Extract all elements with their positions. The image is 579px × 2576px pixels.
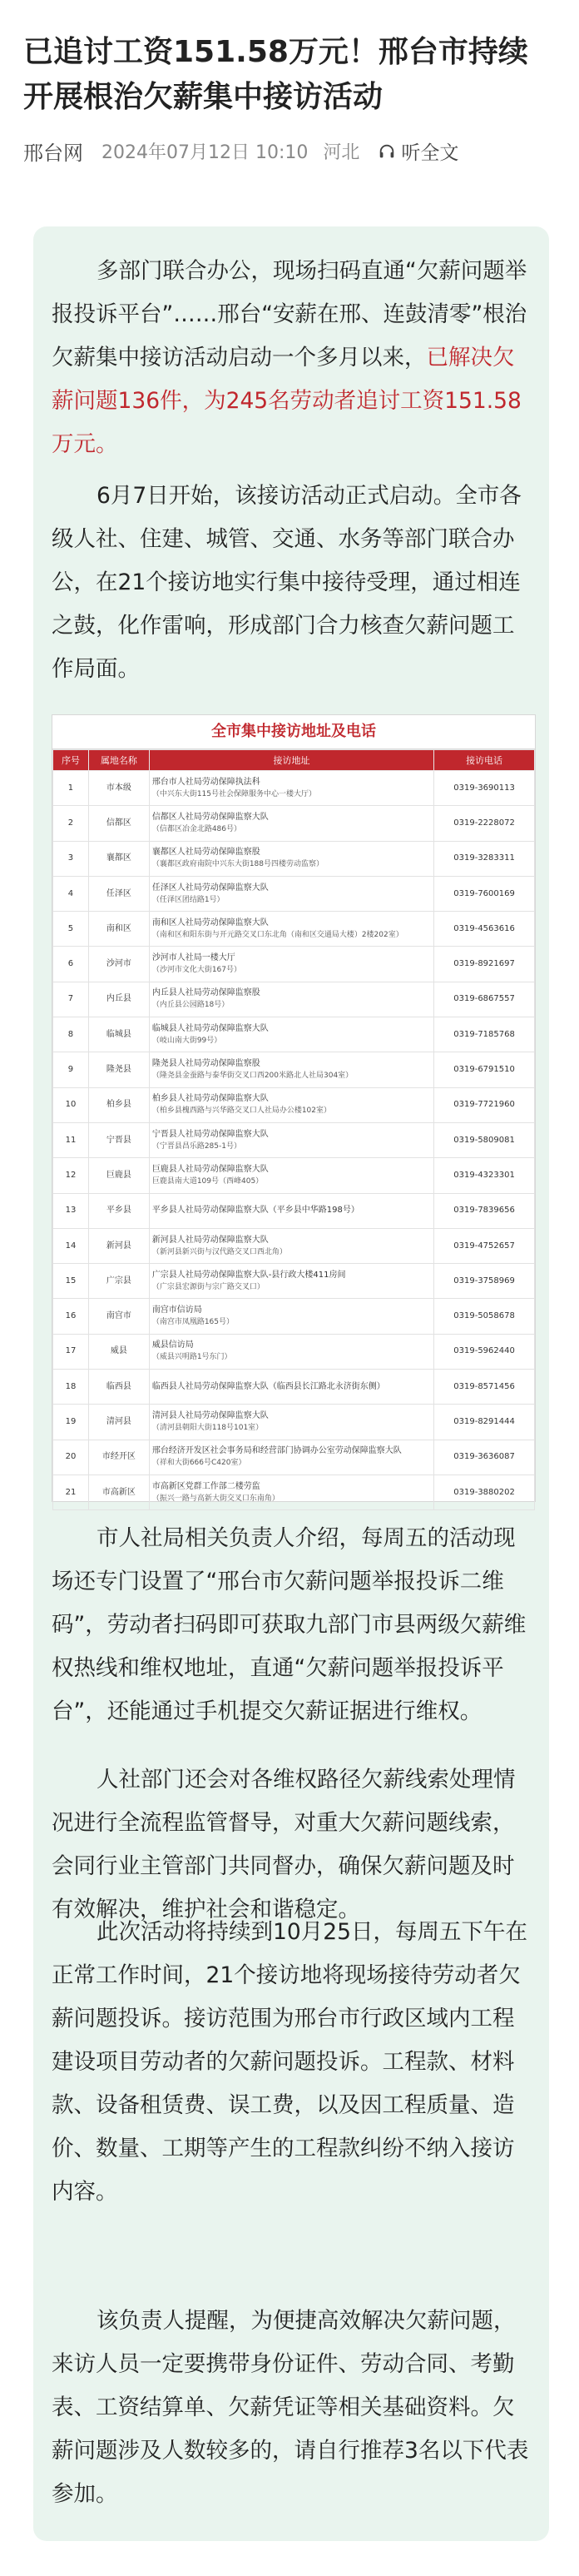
- table-row: [53, 1122, 535, 1157]
- address-detail: （任泽区团结路1号）: [151, 895, 225, 904]
- cell-address: [149, 1228, 433, 1263]
- cell-no: 2: [53, 806, 89, 841]
- address-line: 邢台市人社局劳动保障执法科: [151, 777, 260, 787]
- paragraph-1-highlight: 已解决欠薪问题136件，为245名劳动者追讨工资151.58万元。: [52, 345, 522, 457]
- paragraph-4: 人社部门还会对各维权路径欠薪线索处理情况进行全流程监管督导，对重大欠薪问题线索，会同行业主管部门共同督办，确保欠薪问题及时有效解决，维护社会和谐稳定。: [52, 1767, 516, 1922]
- address-line: 平乡县人社局劳动保障监察大队（平乡县中华路198号）: [151, 1206, 359, 1216]
- address-line: 信都区人社局劳动保障监察大队: [151, 812, 269, 822]
- cell-phone: 0319-8571456: [434, 1370, 535, 1405]
- address-detail: （威县兴明路1号东门）: [151, 1353, 232, 1362]
- listen-label: 听全文: [401, 142, 459, 164]
- cell-phone: 0319-7185768: [434, 1017, 535, 1052]
- cell-address: [149, 1334, 433, 1369]
- listen-button[interactable]: [378, 137, 458, 165]
- address-detail: （振兴一路与高新大街交叉口东南角）: [151, 1494, 280, 1503]
- page-title: 已追讨工资151.58万元！邢台市持续开展根治欠薪集中接访活动: [23, 35, 528, 114]
- cell-area: 临城县: [88, 1017, 149, 1052]
- cell-no: 6: [53, 947, 89, 982]
- cell-area: 市本级: [88, 771, 149, 806]
- cell-no: 15: [53, 1264, 89, 1299]
- address-detail: （岐山南大街99号）: [151, 1036, 222, 1045]
- table-row: [53, 982, 535, 1017]
- header-no: 序号: [53, 750, 89, 771]
- cell-area: 市经开区: [88, 1440, 149, 1474]
- cell-area: 柏乡县: [88, 1087, 149, 1122]
- table-row: [53, 876, 535, 911]
- address-detail: （祥和大街666号C420室）: [151, 1459, 246, 1468]
- table-row: [53, 841, 535, 876]
- table-row: [53, 912, 535, 947]
- cell-no: 16: [53, 1299, 89, 1334]
- paragraph-2: 6月7日开始，该接访活动正式启动。全市各级人社、住建、城管、交通、水务等部门联合办公，在21个接访地实行集中接待受理，通过相连之鼓，化作雷响，形成部门合力核查欠薪问题工作局面。: [52, 483, 522, 682]
- table-row: [53, 1299, 535, 1334]
- address-detail: 巨鹿县南大道109号（西峰405）: [151, 1176, 264, 1186]
- publish-time: 2024年07月12日 10:10: [101, 142, 309, 163]
- address-detail: （清河县朝阳大街118号101室）: [151, 1423, 264, 1432]
- cell-no: 12: [53, 1158, 89, 1193]
- article-title: [0, 0, 579, 120]
- address-detail: （南和区和阳东街与开元路交叉口东北角（南和区交通局大楼）2楼202室）: [151, 930, 403, 939]
- address-detail: （信都区冶金北路486号）: [151, 824, 241, 833]
- address-line: 隆尧县人社局劳动保障监察股: [151, 1059, 260, 1069]
- cell-phone: 0319-3758969: [434, 1264, 535, 1299]
- cell-phone: 0319-3283311: [434, 841, 535, 876]
- table-row: [53, 1405, 535, 1440]
- cell-address: [149, 1193, 433, 1228]
- cell-area: 南和区: [88, 912, 149, 947]
- cell-area: 市高新区: [88, 1474, 149, 1509]
- cell-phone: 0319-8921697: [434, 947, 535, 982]
- cell-no: 20: [53, 1440, 89, 1474]
- paragraph-6: 该负责人提醒，为便捷高效解决欠薪问题，来访人员一定要携带身份证件、劳动合同、考勤表、工资结算单、欠薪凭证等相关基础资料。欠薪问题涉及人数较多的，请自行推荐3名以下代表参加。: [52, 2308, 529, 2507]
- contact-table: [52, 749, 535, 1510]
- address-detail: （中兴东大街115号社会保障服务中心一楼大厅）: [151, 789, 316, 798]
- cell-address: [149, 912, 433, 947]
- address-line: 南和区人社局劳动保障监察大队: [151, 918, 269, 927]
- address-line: 威县信访局: [151, 1340, 194, 1350]
- cell-area: 巨鹿县: [88, 1158, 149, 1193]
- cell-phone: 0319-6791510: [434, 1052, 535, 1087]
- address-line: 南宫市信访局: [151, 1305, 202, 1315]
- cell-no: 4: [53, 876, 89, 911]
- table-row: [53, 771, 535, 806]
- address-line: 临西县人社局劳动保障监察大队（临西县长江路北永济街东侧）: [151, 1381, 385, 1391]
- cell-area: 威县: [88, 1334, 149, 1369]
- cell-address: [149, 1474, 433, 1509]
- address-line: 巨鹿县人社局劳动保障监察大队: [151, 1164, 269, 1174]
- cell-no: 1: [53, 771, 89, 806]
- source-name[interactable]: 邢台网: [23, 142, 83, 165]
- header-phone: 接访电话: [434, 750, 535, 771]
- cell-no: 8: [53, 1017, 89, 1052]
- cell-no: 19: [53, 1405, 89, 1440]
- cell-address: [149, 876, 433, 911]
- address-line: 邢台经济开发区社会事务局和经营部门协调办公室劳动保障监察大队: [151, 1446, 402, 1456]
- table-row: [53, 947, 535, 982]
- header-address: 接访地址: [149, 750, 433, 771]
- cell-area: 新河县: [88, 1228, 149, 1263]
- cell-address: [149, 1264, 433, 1299]
- headphones-icon: [378, 142, 396, 161]
- table-row: [53, 1264, 535, 1299]
- address-line: 市高新区党群工作部二楼劳监: [151, 1481, 260, 1491]
- cell-address: [149, 982, 433, 1017]
- address-line: 任泽区人社局劳动保障监察大队: [151, 883, 269, 893]
- address-line: 新河县人社局劳动保障监察大队: [151, 1235, 269, 1245]
- cell-area: 平乡县: [88, 1193, 149, 1228]
- cell-no: 17: [53, 1334, 89, 1369]
- address-detail: （南宫市凤凰路165号）: [151, 1318, 234, 1327]
- address-detail: （新河县新兴街与汉代路交叉口西北角）: [151, 1247, 287, 1256]
- cell-no: 13: [53, 1193, 89, 1228]
- table-row: [53, 1370, 535, 1405]
- article-meta: [0, 120, 579, 166]
- address-line: 清河县人社局劳动保障监察大队: [151, 1410, 269, 1420]
- cell-area: 广宗县: [88, 1264, 149, 1299]
- address-line: 沙河市人社局一楼大厅: [151, 953, 235, 963]
- cell-phone: 0319-5809081: [434, 1122, 535, 1157]
- cell-address: [149, 1087, 433, 1122]
- address-line: 襄都区人社局劳动保障监察股: [151, 848, 260, 858]
- address-detail: （广宗县宏源街与宗广路交叉口）: [151, 1282, 265, 1291]
- cell-address: [149, 771, 433, 806]
- cell-area: 南宫市: [88, 1299, 149, 1334]
- table-header-row: [53, 750, 535, 771]
- address-line: 宁晋县人社局劳动保障监察大队: [151, 1129, 269, 1139]
- table-row: [53, 1087, 535, 1122]
- paragraph-1: [52, 250, 534, 466]
- cell-no: 3: [53, 841, 89, 876]
- table-row: [53, 1193, 535, 1228]
- cell-address: [149, 1122, 433, 1157]
- cell-phone: 0319-5962440: [434, 1334, 535, 1369]
- address-detail: （宁晋县昌乐路285-1号）: [151, 1141, 241, 1151]
- cell-area: 隆尧县: [88, 1052, 149, 1087]
- region-label: 河北: [323, 142, 360, 163]
- address-detail: （襄都区政府南院中兴东大街188号四楼劳动监察）: [151, 860, 324, 869]
- cell-no: 9: [53, 1052, 89, 1087]
- cell-address: [149, 1370, 433, 1405]
- cell-no: 14: [53, 1228, 89, 1263]
- cell-phone: 0319-7600169: [434, 876, 535, 911]
- cell-area: 内丘县: [88, 982, 149, 1017]
- cell-address: [149, 1440, 433, 1474]
- cell-phone: 0319-5058678: [434, 1299, 535, 1334]
- address-line: 内丘县人社局劳动保障监察股: [151, 988, 260, 998]
- cell-address: [149, 841, 433, 876]
- cell-no: 7: [53, 982, 89, 1017]
- cell-no: 10: [53, 1087, 89, 1122]
- cell-address: [149, 1017, 433, 1052]
- cell-no: 11: [53, 1122, 89, 1157]
- cell-area: 宁晋县: [88, 1122, 149, 1157]
- cell-address: [149, 1299, 433, 1334]
- cell-area: 信都区: [88, 806, 149, 841]
- cell-no: 21: [53, 1474, 89, 1509]
- cell-area: 任泽区: [88, 876, 149, 911]
- paragraph-1-text: 多部门联合办公，现场扫码直通“欠薪问题举报投诉平台”……邢台“安薪在邢、连鼓清零”根治欠薪集中接访活动启动一个多月以来，: [52, 258, 527, 370]
- address-line: 广宗县人社局劳动保障监察大队-县行政大楼411房间: [151, 1270, 346, 1280]
- table-row: [53, 1158, 535, 1193]
- paragraph-3: 市人社局相关负责人介绍，每周五的活动现场还专门设置了“邢台市欠薪问题举报投诉二维码”，劳动者扫码即可获取九部门市县两级欠薪维权热线和维权地址，直通“欠薪问题举报投诉平台”，还能通过手机提交欠薪证据进行维权。: [52, 1525, 527, 1724]
- header-area: 属地名称: [88, 750, 149, 771]
- paragraph-5: 此次活动将持续到10月25日，每周五下午在正常工作时间，21个接访地将现场接待劳动者欠薪问题投诉。接访范围为邢台市行政区域内工程建设项目劳动者的欠薪问题投诉。工程款、材料款、设备租赁费、误工费，以及因工程质量、造价、数量、工期等产生的工程款纠纷不纳入接访内容。: [52, 1919, 527, 2205]
- cell-phone: 0319-2228072: [434, 806, 535, 841]
- address-detail: （柏乡县槐西路与兴华路交叉口人社局办公楼102室）: [151, 1106, 331, 1116]
- cell-phone: 0319-6867557: [434, 982, 535, 1017]
- address-line: 柏乡县人社局劳动保障监察大队: [151, 1094, 269, 1104]
- cell-no: 5: [53, 912, 89, 947]
- cell-area: 清河县: [88, 1405, 149, 1440]
- table-row: [53, 1334, 535, 1369]
- table-row: [53, 1228, 535, 1263]
- cell-address: [149, 947, 433, 982]
- cell-phone: 0319-4563616: [434, 912, 535, 947]
- table-row: [53, 1474, 535, 1509]
- address-line: 临城县人社局劳动保障监察大队: [151, 1023, 269, 1033]
- contact-table-image: [52, 714, 536, 1502]
- address-detail: （内丘县公园路18号）: [151, 1001, 230, 1010]
- cell-area: 沙河市: [88, 947, 149, 982]
- cell-phone: 0319-4752657: [434, 1228, 535, 1263]
- table-row: [53, 806, 535, 841]
- table-row: [53, 1440, 535, 1474]
- table-body: [53, 771, 535, 1510]
- table-row: [53, 1052, 535, 1087]
- cell-area: 襄都区: [88, 841, 149, 876]
- cell-phone: 0319-7839656: [434, 1193, 535, 1228]
- cell-address: [149, 1158, 433, 1193]
- cell-address: [149, 806, 433, 841]
- cell-phone: 0319-3636087: [434, 1440, 535, 1474]
- cell-phone: 0319-3690113: [434, 771, 535, 806]
- cell-area: 临西县: [88, 1370, 149, 1405]
- cell-phone: 0319-8291444: [434, 1405, 535, 1440]
- table-title: 全市集中接访地址及电话: [52, 715, 535, 749]
- cell-phone: 0319-7721960: [434, 1087, 535, 1122]
- cell-phone: 0319-4323301: [434, 1158, 535, 1193]
- cell-phone: 0319-3880202: [434, 1474, 535, 1509]
- table-row: [53, 1017, 535, 1052]
- cell-address: [149, 1052, 433, 1087]
- address-detail: （隆尧县金蚕路与泰华街交叉口西200米路北人社局304室）: [151, 1072, 354, 1081]
- address-detail: （沙河市文化大街167号）: [151, 966, 241, 975]
- cell-no: 18: [53, 1370, 89, 1405]
- cell-address: [149, 1405, 433, 1440]
